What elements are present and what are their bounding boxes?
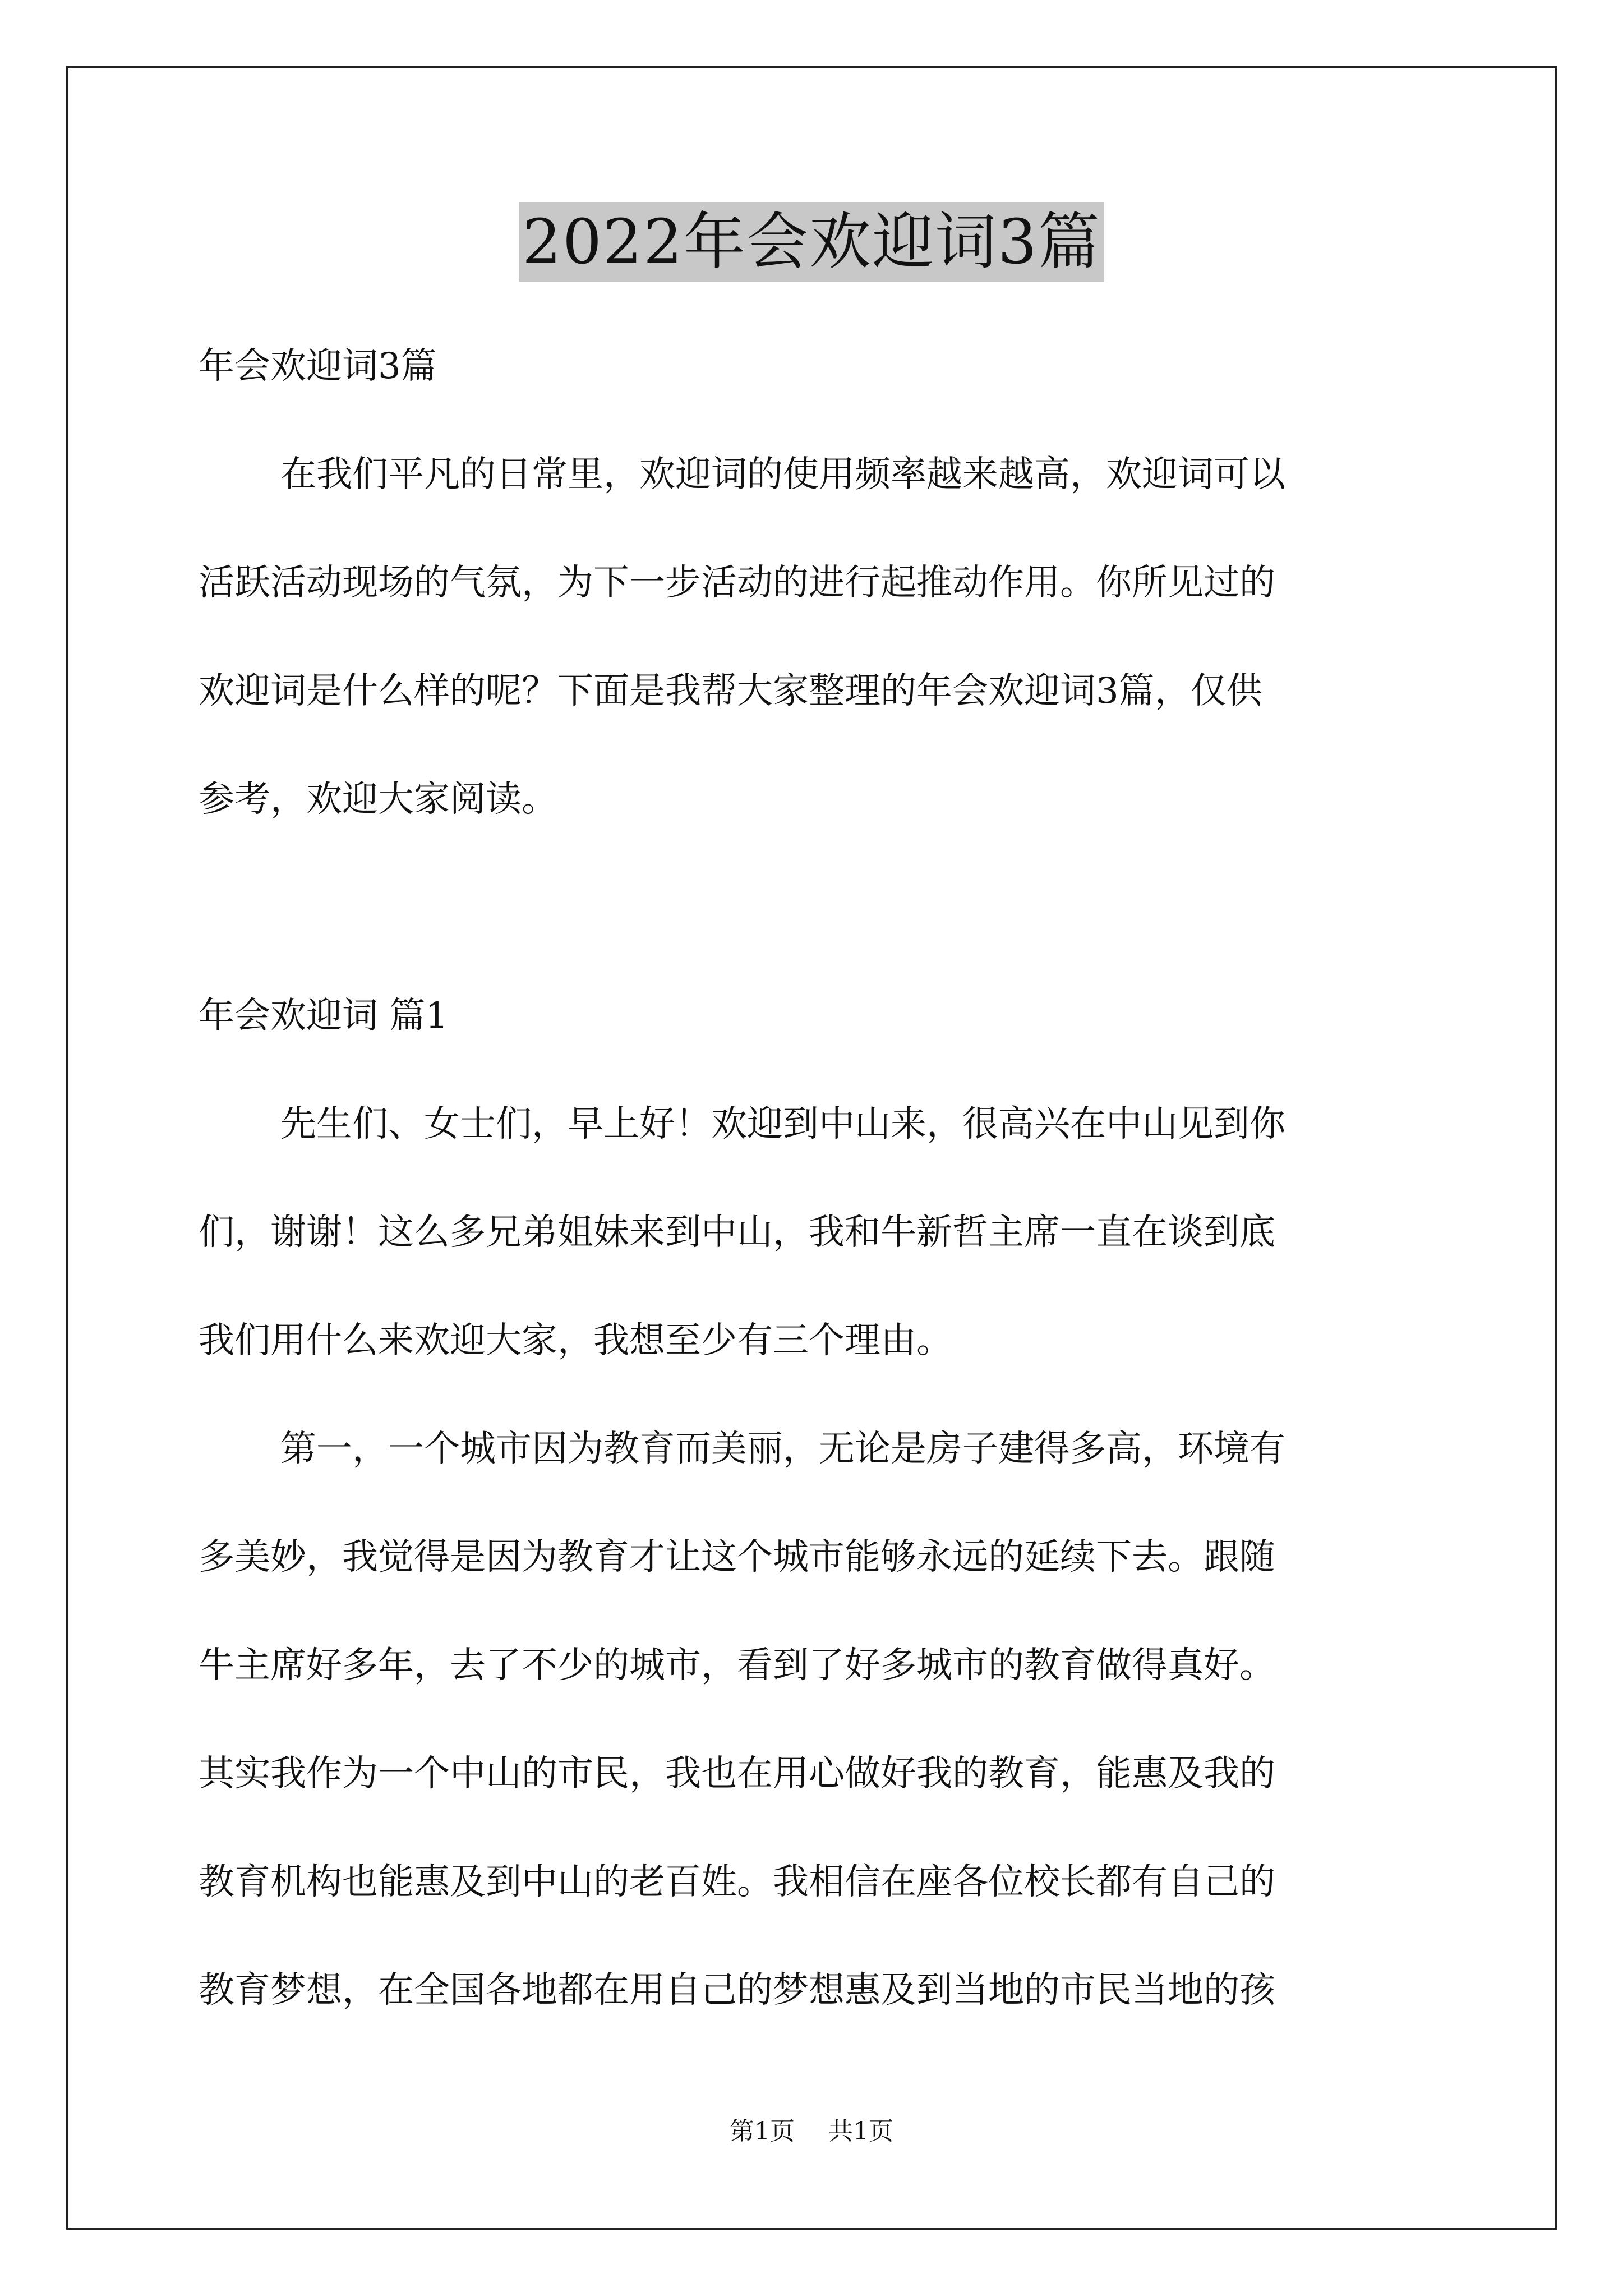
- para2-line-4: 其实我作为一个中山的市民，我也在用心做好我的教育，能惠及我的: [199, 1753, 1275, 1795]
- intro-line-4: 参考，欢迎大家阅读。: [199, 779, 557, 820]
- section-spacer: [199, 854, 1432, 962]
- para1-line-2: 们，谢谢！这么多兄弟姐妹来到中山，我和牛新哲主席一直在谈到底: [199, 1212, 1275, 1253]
- page-total: 共1页: [828, 2117, 893, 2146]
- title-container: [0, 202, 1623, 282]
- section1-heading: 年会欢迎词 篇1: [199, 995, 449, 1037]
- subtitle: 年会欢迎词3篇: [199, 346, 437, 387]
- para2-line-5: 教育机构也能惠及到中山的老百姓。我相信在座各位校长都有自己的: [199, 1861, 1275, 1903]
- intro-line-1: 在我们平凡的日常里，欢迎词的使用频率越来越高，欢迎词可以: [280, 454, 1285, 495]
- para2-line-2: 多美妙，我觉得是因为教育才让这个城市能够永远的延续下去。跟随: [199, 1536, 1275, 1578]
- document-body: [199, 312, 1432, 2045]
- document-title: 2022年会欢迎词3篇: [519, 202, 1104, 282]
- intro-line-2: 活跃活动现场的气氛，为下一步活动的进行起推动作用。你所见过的: [199, 562, 1275, 604]
- para2-line-3: 牛主席好多年，去了不少的城市，看到了好多城市的教育做得真好。: [199, 1645, 1275, 1686]
- intro-line-3: 欢迎词是什么样的呢？下面是我帮大家整理的年会欢迎词3篇，仅供: [199, 670, 1262, 712]
- para2-line-1: 第一，一个城市因为教育而美丽，无论是房子建得多高，环境有: [280, 1428, 1285, 1470]
- page-footer: [0, 2115, 1623, 2148]
- para2-line-6: 教育梦想，在全国各地都在用自己的梦想惠及到当地的市民当地的孩: [199, 1970, 1275, 2011]
- para1-line-1: 先生们、女士们，早上好！欢迎到中山来，很高兴在中山见到你: [280, 1103, 1285, 1145]
- para1-line-3: 我们用什么来欢迎大家，我想至少有三个理由。: [199, 1320, 952, 1361]
- page-number: 第1页: [730, 2117, 795, 2146]
